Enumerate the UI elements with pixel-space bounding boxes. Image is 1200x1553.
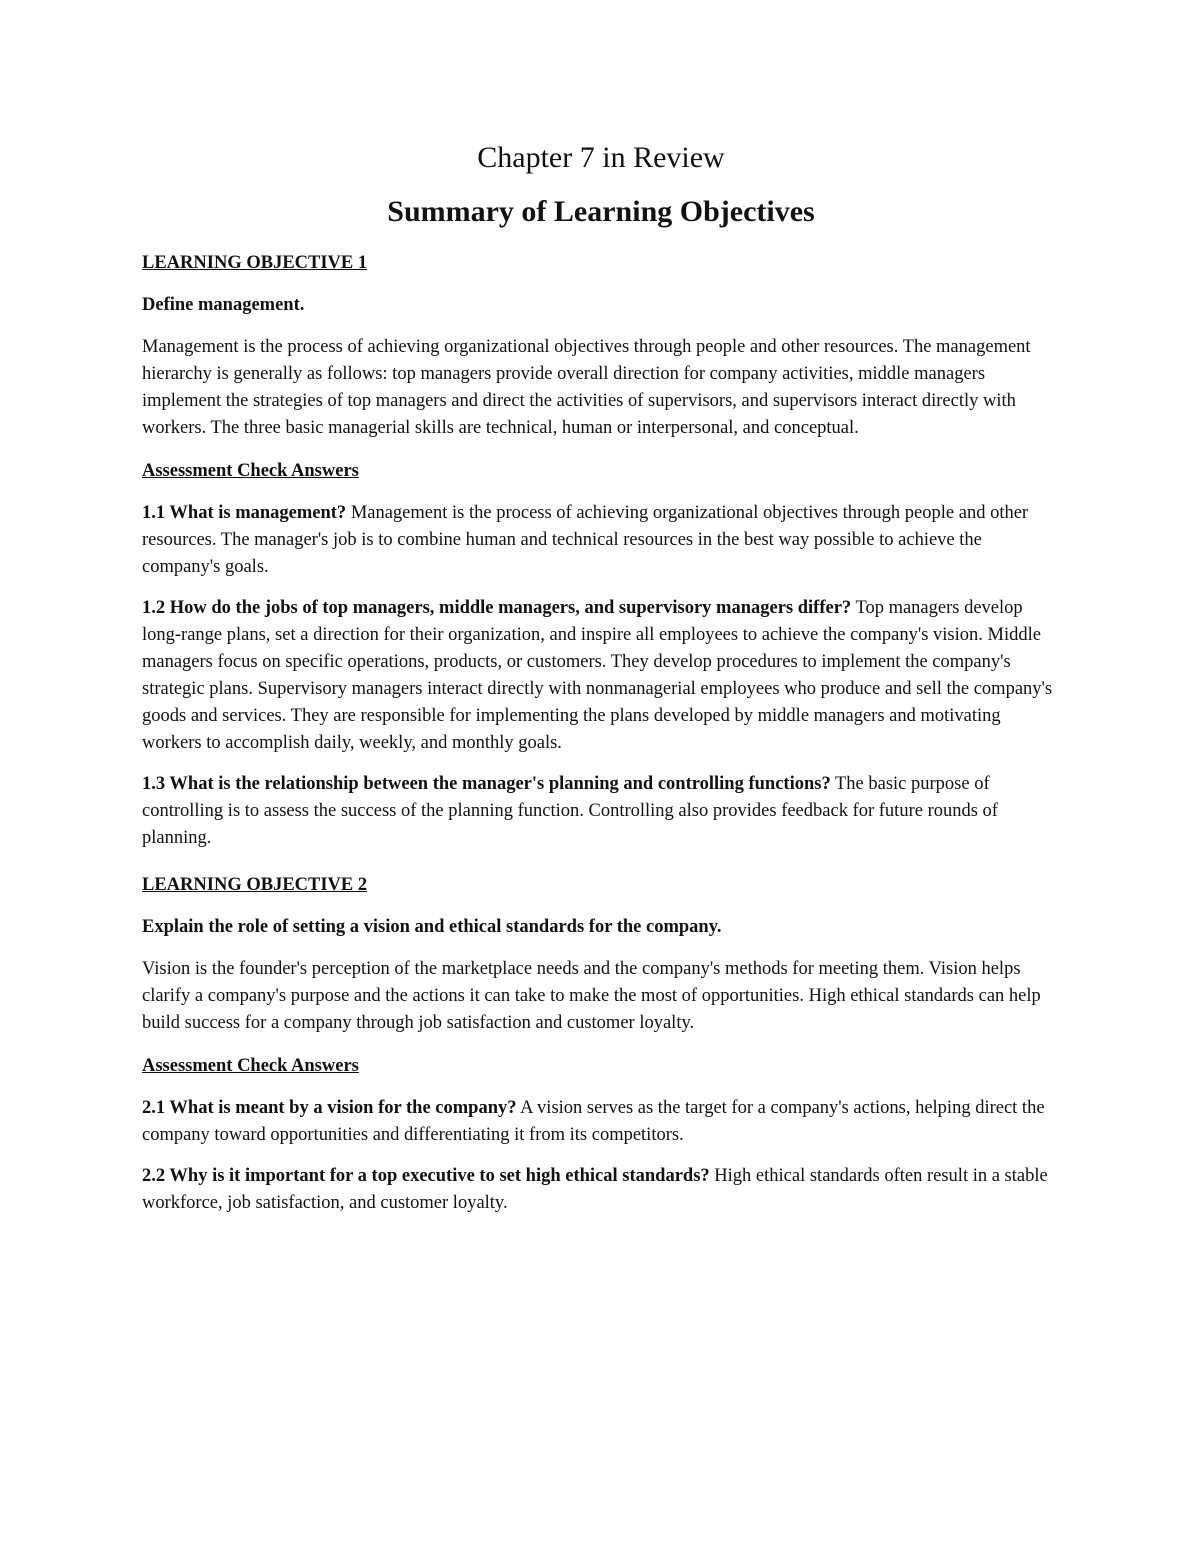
assessment-answer xyxy=(142,595,1060,757)
assessment-question: 2.1 What is meant by a vision for the company? xyxy=(142,1098,517,1118)
assessment-check-heading: Assessment Check Answers xyxy=(142,1056,359,1076)
learning-objective-2-section xyxy=(142,872,1060,1217)
assessment-answer-text: The basic purpose of controlling is to assess the success of the planning function. Controlling also provides feedback for future rounds of planning. xyxy=(142,774,998,848)
assessment-question: 2.2 Why is it important for a top executive to set high ethical standards? xyxy=(142,1166,710,1186)
learning-objective-statement: Define management. xyxy=(142,295,305,315)
assessment-check-heading: Assessment Check Answers xyxy=(142,461,359,481)
learning-objective-1-section xyxy=(142,250,1060,852)
document-page xyxy=(142,140,1060,1231)
assessment-answer-text: A vision serves as the target for a company's actions, helping direct the company toward opportunities and differentiating it from its competitors. xyxy=(142,1098,1045,1145)
assessment-question: 1.1 What is management? xyxy=(142,503,347,523)
assessment-answer-text: Top managers develop long-range plans, set a direction for their organization, and inspire all employees to achieve the company's vision. Middle managers focus on specific operations, products, or customers. They develop procedures to implement the company's strategic plans. Supervisory managers interact directly with nonmanagerial employees who produce and sell the company's goods and services. They are responsible for implementing the plans developed by middle managers and motivating workers to accomplish daily, weekly, and monthly goals. xyxy=(142,598,1053,753)
assessment-answer-text: Management is the process of achieving organizational objectives through people and other resources. The manager's job is to combine human and technical resources in the best way possible to achieve the company's goals. xyxy=(142,503,1029,577)
learning-objective-heading: LEARNING OBJECTIVE 2 xyxy=(142,875,368,895)
document-title: Chapter 7 in Review xyxy=(477,141,725,174)
learning-objective-statement: Explain the role of setting a vision and ethical standards for the company. xyxy=(142,917,722,937)
assessment-answer xyxy=(142,771,1060,852)
assessment-answer xyxy=(142,1095,1060,1149)
learning-objective-summary: Management is the process of achieving organizational objectives through people and other resources. The management hierarchy is generally as follows: top managers provide overall direction for company activities, middle managers implement the strategies of top managers and direct the activities of supervisors, and supervisors interact directly with workers. The three basic managerial skills are technical, human or interpersonal, and conceptual. xyxy=(142,337,1031,438)
assessment-answer xyxy=(142,1163,1060,1217)
assessment-question: 1.3 What is the relationship between the manager's planning and controlling functions? xyxy=(142,774,831,794)
learning-objective-heading: LEARNING OBJECTIVE 1 xyxy=(142,253,368,273)
assessment-answer-text: High ethical standards often result in a stable workforce, job satisfaction, and customer loyalty. xyxy=(142,1166,1048,1213)
learning-objective-summary: Vision is the founder's perception of the marketplace needs and the company's methods for meeting them. Vision helps clarify a company's purpose and the actions it can take to make the most of opportunities. High ethical standards can help build success for a company through job satisfaction and customer loyalty. xyxy=(142,959,1041,1033)
assessment-question: 1.2 How do the jobs of top managers, middle managers, and supervisory managers differ? xyxy=(142,598,852,618)
document-subtitle: Summary of Learning Objectives xyxy=(387,195,815,228)
assessment-answer xyxy=(142,500,1060,581)
